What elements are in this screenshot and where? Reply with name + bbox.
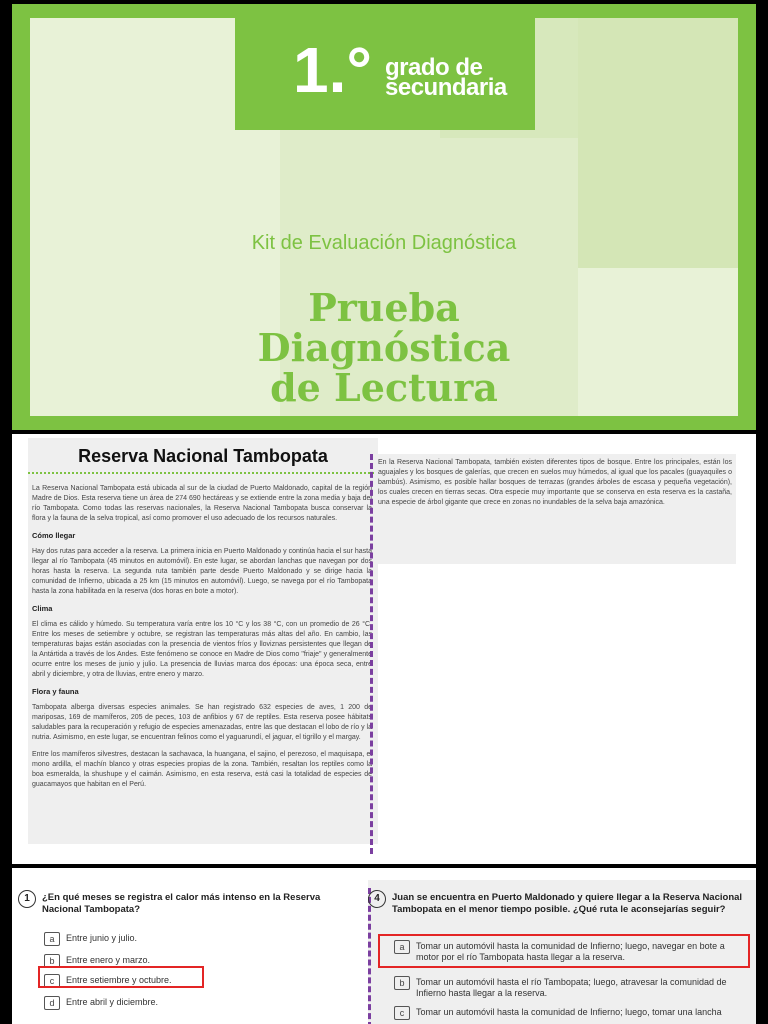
main-title [30, 285, 738, 410]
reading-text-box [28, 438, 378, 844]
main-title-line1: Prueba [308, 285, 460, 330]
reading-body [32, 484, 372, 797]
option-text: Entre enero y marzo. [66, 955, 151, 965]
intro-paragraph: La Reserva Nacional Tambopata está ubicada al sur de la ciudad de Puerto Maldonado, capital de la región Madre de Dios. Esta reserva tiene un área de 274 690 hectáreas y se extiende entre la zona media y baja del río Tambopata. Como todas las reservas nacionales, la Reserva Nacional Tambopata busca conservar la flora y la fauna de la selva tropical, así como promover el uso adecuado de los recursos naturales. [32, 485, 372, 522]
reading-title: Reserva Nacional Tambopata [78, 446, 328, 466]
grade-label-line1: grado de [385, 54, 483, 81]
question-number: 4 [368, 890, 386, 908]
question-number: 1 [18, 890, 36, 908]
section-heading: Clima [32, 604, 53, 613]
decor-shape [578, 18, 738, 268]
option-text: Entre abril y diciembre. [66, 997, 159, 1007]
kit-title: Kit de Evaluación Diagnóstica [251, 232, 517, 254]
main-title-line3: de Lectura [270, 365, 498, 410]
selected-answer-highlight [378, 934, 750, 968]
option-text: Entre junio y julio. [66, 933, 138, 943]
grade-badge [235, 18, 535, 130]
section-paragraph: Tambopata alberga diversas especies animales. Se han registrado 632 especies de aves, 1 200 de mariposas, 169 de mamíferos, 205 de peces, 103 de anfibios y 67 de reptiles. Esta reserva posee hábitats saludables para la recuperación y refugio de especies amenazadas, entre las que destacan el lobo de río y la nutria. Asimismo, en este lugar, se encuentran felinos como el yaguarundí, el jaguar, el tigrillo y el margay. [32, 704, 372, 741]
option-letter: b [44, 954, 60, 968]
main-title-line2: Diagnóstica [257, 325, 511, 370]
title-divider [28, 472, 378, 474]
question-text: ¿En qué meses se registra el calor más intenso en la Reserva Nacional Tambopata? [42, 892, 321, 915]
option-letter: a [44, 932, 60, 946]
grade-label [385, 54, 507, 101]
option-text: Tomar un automóvil hasta la comunidad de Infierno; luego, navegar en bote a motor por el río Tambopata hasta llegar a la reserva. [416, 941, 725, 962]
option-letter: c [44, 974, 60, 988]
cover-inner [30, 18, 738, 416]
question-text: Juan se encuentra en Puerto Maldonado y quiere llegar a la Reserva Nacional Tambopata en el menor tiempo posible. ¿Qué ruta le aconsejarías seguir? [392, 892, 743, 915]
option-text: Tomar un automóvil hasta la comunidad de Infierno; luego, tomar una lancha [416, 1007, 722, 1017]
section-paragraph: Entre los mamíferos silvestres, destacan la sachavaca, la huangana, el sajino, el perezoso, el maquisapa, el mono ardilla, el machín blanco y otras especies propias de la zona. También, resaltan los reptiles como la boa esmeralda, la shushupe y el caimán. Asimismo, en esta reserva, está casi la totalidad de especies de guacamayos que habitan en el Perú. [32, 751, 372, 788]
grade-label-line2: secundaria [385, 74, 507, 101]
reading-page [12, 434, 756, 864]
cover-panel [12, 4, 756, 430]
reading-text-box-right [374, 454, 736, 564]
section-heading: Cómo llegar [32, 531, 76, 540]
section-paragraph: Hay dos rutas para acceder a la reserva. La primera inicia en Puerto Maldonado y continúa hacia el sur hasta llegar al río Tambopata (45 minutos en automóvil). En este lugar, se abordan lanchas que navegan por dos horas hasta la reserva. La segunda ruta también parte desde Puerto Maldonado y se dirige hacia la comunidad de Infierno, ubicada a 25 km (15 minutos en automóvil). Luego, se navega por el río Tambopata hasta la zona habilitada en la reserva (dos horas en bote a motor). [32, 548, 372, 595]
right-paragraph: En la Reserva Nacional Tambopata, también existen diferentes tipos de bosque. Entre los principales, están los aguajales y los bosques de galerías, que crecen en suelos muy húmedos, al igual que los pacales (guayaquiles o bambús). Asimismo, es posible hallar bosques de terrazas (grandes árboles de escasa y pequeña vegetación), los cuales crecen en tierras secas. Otra especie muy importante que se conserva en esta reserva es la castaña, una especie de árbol gigante que crece en zonas no inundables de la selva baja amazónica. [378, 459, 732, 506]
option-letter: a [394, 940, 410, 954]
option-letter: c [394, 1006, 410, 1020]
option-text: Entre setiembre y octubre. [66, 975, 172, 985]
option-letter: d [44, 996, 60, 1010]
option-text: Tomar un automóvil hasta el río Tambopata; luego, atravesar la comunidad de Infierno hasta llegar a la reserva. [416, 977, 727, 998]
section-paragraph: El clima es cálido y húmedo. Su temperatura varía entre los 10 °C y los 38 °C, con un promedio de 26 °C. Entre los meses de setiembre y octubre, se registran las temperaturas más altas del año. En cambio, las temperaturas bajas están asociadas con la presencia de vientos fríos y lloviznas persistentes que llegan de la Antártida a través de los Andes. Este fenómeno se conoce en Madre de Dios como "friaje" y generalmente ocurre entre los meses de junio y julio. La presencia de lluvias marca dos épocas: una época seca, entre abril y diciembre, y otra de lluvias, entre enero y marzo. [32, 621, 372, 678]
option-letter: b [394, 976, 410, 990]
questions-page [12, 868, 756, 1024]
column-divider [370, 454, 373, 854]
selected-answer-highlight [38, 966, 204, 988]
grade-number: 1.° [293, 34, 372, 106]
section-heading: Flora y fauna [32, 687, 79, 696]
